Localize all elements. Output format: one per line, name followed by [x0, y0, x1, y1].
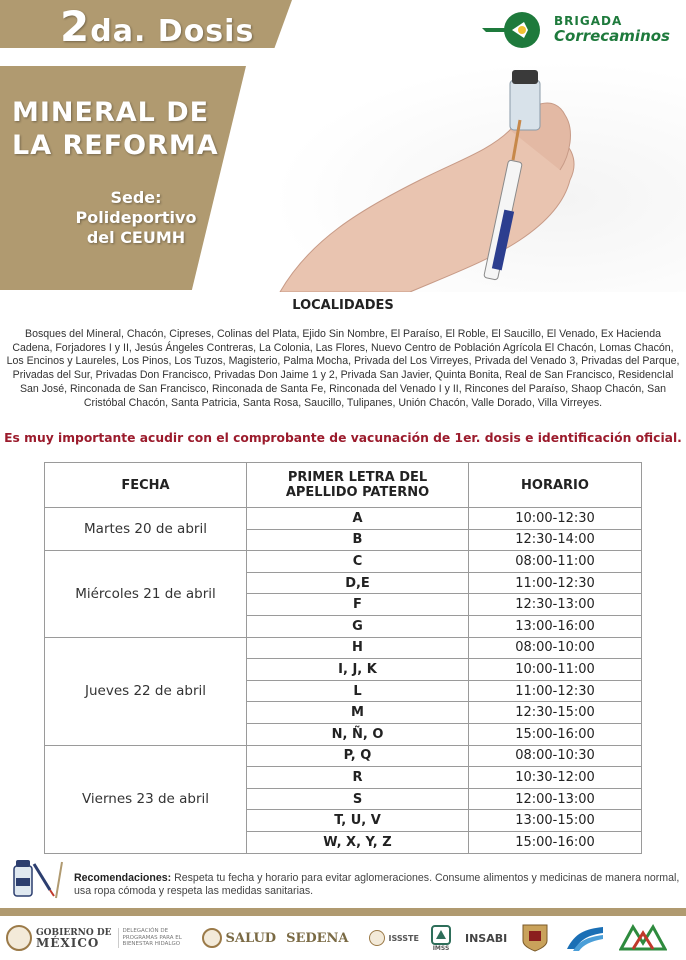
- gobierno-mexico-logo: [6, 916, 190, 960]
- cell-letra: T, U, V: [247, 810, 469, 832]
- issste-text: ISSSTE: [388, 933, 419, 943]
- sede-block: [66, 188, 206, 248]
- header-banner: [0, 0, 686, 292]
- dose-title: [60, 2, 254, 51]
- delegacion-text: DELEGACIÓN DE PROGRAMAS PARA EL BIENESTAR HIDALGO: [118, 928, 190, 948]
- municipality-line-1: MINERAL DE: [12, 97, 210, 128]
- cell-fecha: Martes 20 de abril: [45, 508, 247, 551]
- important-notice: Es muy importante acudir con el comprobante de vacunación de 1er. dosis e identificación oficial.: [4, 431, 682, 445]
- localidades-list: Bosques del Mineral, Chacón, Cipreses, Colinas del Plata, Ejido Sin Nombre, El Paraíso, El Roble, El Saucillo, El Venado, Ex Hacienda Cadena, Forjadores I y II, Jesús Ángeles Contreras, La Colonia, Las Flores, Nuevo Centro de Población Agrícola El Chacón, Lomas Chacón, Los Encinos y Laureles, Los Pinos, Los Tuzos, Magisterio, Palma Mocha, Privada del Los Virreyes, Privada del Venado 3, Privadas del Parque, Privadas del Sur, Privadas Don Francisco, Privadas Don Jaime 1 y 2, Privada San Javier, Quinta Bonita, Real de San Francisco, ResidencIal San José, Rinconada de San Francisco, Rinconada de Santa Fe, Rinconada del Venado I y II, Rincones del Paraíso, Shaop Chacón, San Cristóbal Chacón, Santa Patricia, Santa Rosa, Saucillo, Tulipanes, Unión Chacón, Valle Dorado, Villa Virreyes.: [6, 328, 680, 409]
- sedena-logo: [286, 916, 348, 960]
- brand-name: [554, 14, 670, 44]
- state-logo-blue-icon: [565, 916, 605, 960]
- gobierno-line-2: MÉXICO: [36, 936, 100, 950]
- cell-horario: 10:00-12:30: [469, 508, 642, 530]
- cell-horario: 13:00-15:00: [469, 810, 642, 832]
- localidades-heading: LOCALIDADES: [292, 298, 394, 313]
- cell-horario: 08:00-10:30: [469, 745, 642, 767]
- sedena-text: SEDENA: [286, 930, 349, 946]
- footer-logos: [0, 916, 686, 960]
- cell-letra: A: [247, 508, 469, 530]
- cell-letra: D,E: [247, 572, 469, 594]
- insabi-logo: [465, 916, 507, 960]
- table-row: [45, 551, 642, 573]
- sede-label: Sede:: [110, 188, 162, 207]
- sede-line-2: del CEUMH: [86, 228, 186, 247]
- dose-suffix: da. Dosis: [90, 14, 255, 49]
- issste-seal-icon: [369, 930, 385, 946]
- cell-letra: M: [247, 702, 469, 724]
- table-row: [45, 508, 642, 530]
- municipality-line-2: LA REFORMA: [12, 130, 219, 161]
- cell-letra: S: [247, 788, 469, 810]
- cell-letra: H: [247, 637, 469, 659]
- dose-number: 2: [60, 2, 91, 51]
- brand-line-1: BRIGADA: [554, 14, 623, 28]
- cell-horario: 12:00-13:00: [469, 788, 642, 810]
- cell-letra: G: [247, 615, 469, 637]
- imss-logo: [431, 916, 451, 960]
- table-row: [45, 745, 642, 767]
- table-row: [45, 637, 642, 659]
- cell-horario: 11:00-12:30: [469, 572, 642, 594]
- cell-horario: 15:00-16:00: [469, 723, 642, 745]
- cell-horario: 15:00-16:00: [469, 831, 642, 853]
- header-letra-line-2: APELLIDO PATERNO: [285, 485, 430, 500]
- brand-line-2: Correcaminos: [554, 27, 670, 45]
- cell-horario: 12:30-13:00: [469, 594, 642, 616]
- cell-fecha: Viernes 23 de abril: [45, 745, 247, 853]
- cell-fecha: Jueves 22 de abril: [45, 637, 247, 745]
- cell-letra: I, J, K: [247, 659, 469, 681]
- cell-horario: 08:00-10:00: [469, 637, 642, 659]
- mexico-seal-icon: [6, 925, 32, 951]
- salud-logo: [202, 916, 277, 960]
- schedule-body: [45, 508, 642, 854]
- cell-letra: F: [247, 594, 469, 616]
- cell-fecha: Miércoles 21 de abril: [45, 551, 247, 637]
- cell-horario: 11:00-12:30: [469, 680, 642, 702]
- cell-horario: 12:30-14:00: [469, 529, 642, 551]
- vaccine-vial-icon: [10, 856, 66, 900]
- cell-letra: N, Ñ, O: [247, 723, 469, 745]
- gobierno-line-1: GOBIERNO DE: [36, 928, 112, 938]
- cell-letra: R: [247, 767, 469, 789]
- municipality-title: [12, 96, 232, 162]
- hidalgo-shield-icon: [521, 916, 549, 960]
- insabi-text: INSABI: [464, 931, 508, 945]
- salud-seal-icon: [202, 928, 222, 948]
- imss-text: IMSS: [432, 944, 450, 952]
- vaccine-photo: [270, 60, 686, 292]
- recommendations-text: Respeta tu fecha y horario para evitar aglomeraciones. Consume alimentos y medicinas de manera normal, usa ropa cómoda y respeta las medidas sanitarias.: [74, 872, 680, 897]
- cell-horario: 10:00-11:00: [469, 659, 642, 681]
- cell-horario: 08:00-11:00: [469, 551, 642, 573]
- mineral-reforma-logo-icon: [619, 916, 667, 960]
- cell-letra: C: [247, 551, 469, 573]
- cell-horario: 12:30-15:00: [469, 702, 642, 724]
- table-header-row: [45, 463, 642, 508]
- cell-horario: 10:30-12:00: [469, 767, 642, 789]
- recommendations: [74, 872, 684, 898]
- issste-logo: [369, 916, 419, 960]
- cell-letra: W, X, Y, Z: [247, 831, 469, 853]
- header-horario: HORARIO: [469, 463, 642, 508]
- header-letra-line-1: PRIMER LETRA DEL: [287, 470, 428, 485]
- sede-line-1: Polideportivo: [75, 208, 197, 227]
- cell-horario: 13:00-16:00: [469, 615, 642, 637]
- header-fecha: FECHA: [45, 463, 247, 508]
- cell-letra: P, Q: [247, 745, 469, 767]
- cell-letra: L: [247, 680, 469, 702]
- imss-eagle-icon: [431, 925, 451, 945]
- cell-letra: B: [247, 529, 469, 551]
- header-letra: [247, 463, 469, 508]
- salud-text: SALUD: [225, 930, 277, 946]
- footer-divider: [0, 908, 686, 916]
- schedule-table: [44, 462, 642, 854]
- recommendations-label: Recomendaciones:: [74, 872, 172, 884]
